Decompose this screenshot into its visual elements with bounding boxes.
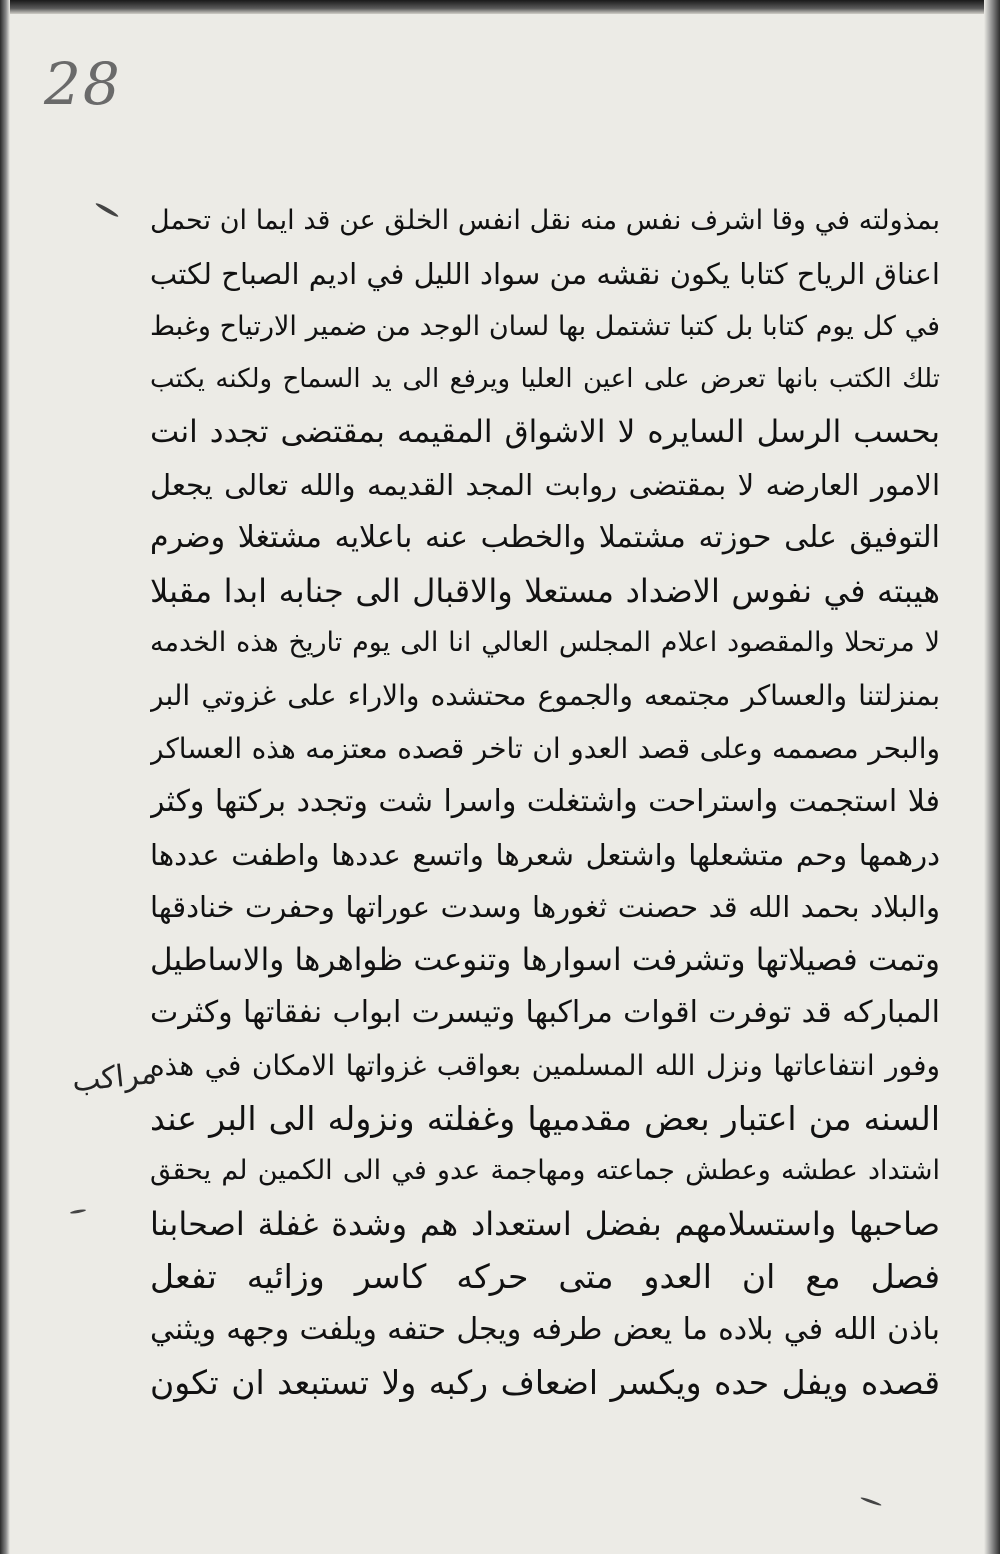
text-line: فلا استجمت واستراحت واشتغلت واسرا شت وتجدد بركتها وكثر [150, 783, 940, 819]
text-line: بحسب الرسل السايره لا الاشواق المقيمه بمقتضى تجدد انت [150, 414, 940, 451]
text-line: السنه من اعتبار بعض مقدميها وغفلته ونزوله الى البر عند [150, 1098, 940, 1138]
marginal-note: مراكب [70, 1055, 159, 1100]
text-line: تلك الكتب بانها تعرض على اعين العليا ويرفع الى يد السماح ولكنه يكتب [150, 364, 940, 395]
text-line: فصل مع ان العدو متى حركه كاسر وزائيه تفعل [150, 1256, 940, 1296]
text-line: قصده ويفل حده ويكسر اضعاف ركبه ولا تستبعد ان تكون [150, 1362, 940, 1402]
ink-mark [70, 1209, 86, 1215]
text-line: اشتداد عطشه وعطش جماعته ومهاجمة عدو في الى الكمين لم يحقق [150, 1155, 940, 1187]
text-line: بمنزلتنا والعساكر مجتمعه والجموع محتشده والاراء على غزوتي البر [150, 679, 940, 713]
page-left-edge [0, 0, 10, 1554]
text-line: والبحر مصممه وعلى قصد العدو ان تاخر قصده معتزمه هذه العساكر [150, 731, 940, 765]
text-line: درهمها وحم متشعلها واشتعل شعرها واتسع عددها واطفت عددها [150, 837, 940, 872]
text-line: وتمت فصيلاتها وتشرفت اسوارها وتنوعت ظواهرها والاساطيل [150, 942, 940, 979]
text-line: صاحبها واستسلامهم بفضل استعداد هم وشدة غفلة اصحابنا [150, 1205, 940, 1244]
text-line: التوفيق على حوزته مشتملا والخطب عنه باعلايه مشتغلا وضرم [150, 519, 940, 555]
text-line: المباركه قد توفرت اقوات مراكبها وتيسرت ابواب نفقاتها وكثرت [150, 994, 940, 1030]
text-line: في كل يوم كتابا بل كتبا تشتمل بها لسان الوجد من ضمير الارتياح وغبط [150, 310, 940, 342]
text-line: بمذولته في وقا اشرف نفس منه نقل انفس الخلق عن قد ايما ان تحمل [150, 205, 940, 236]
text-line: هيبته في نفوس الاضداد مستعلا والاقبال الى جنابه ابدا مقبلا [150, 571, 940, 610]
manuscript-text-block [150, 195, 940, 1409]
text-line: اعناق الرياح كتابا يكون نقشه من سواد الليل في اديم الصباح لكتب [150, 256, 940, 291]
ink-mark [860, 1496, 882, 1506]
text-line: والبلاد بحمد الله قد حصنت ثغورها وسدت عوراتها وحفرت خنادقها [150, 890, 940, 925]
text-line: لا مرتحلا والمقصود اعلام المجلس العالي انا الى يوم تاريخ هذه الخدمه [150, 627, 940, 659]
text-line: الامور العارضه لا بمقتضى روابت المجد القديمه والله تعالى يجعل [150, 467, 940, 502]
page-right-edge [984, 0, 1000, 1554]
page-top-edge [0, 0, 1000, 14]
ink-mark [95, 202, 120, 218]
folio-number: 28 [44, 50, 122, 118]
text-line: وفور انتفاعاتها ونزل الله المسلمين بعواقب غزواتها الامكان في هذه [150, 1048, 940, 1082]
text-line: باذن الله في بلاده ما يعض طرفه ويجل حتفه ويلفت وجهه ويثني [150, 1311, 940, 1347]
